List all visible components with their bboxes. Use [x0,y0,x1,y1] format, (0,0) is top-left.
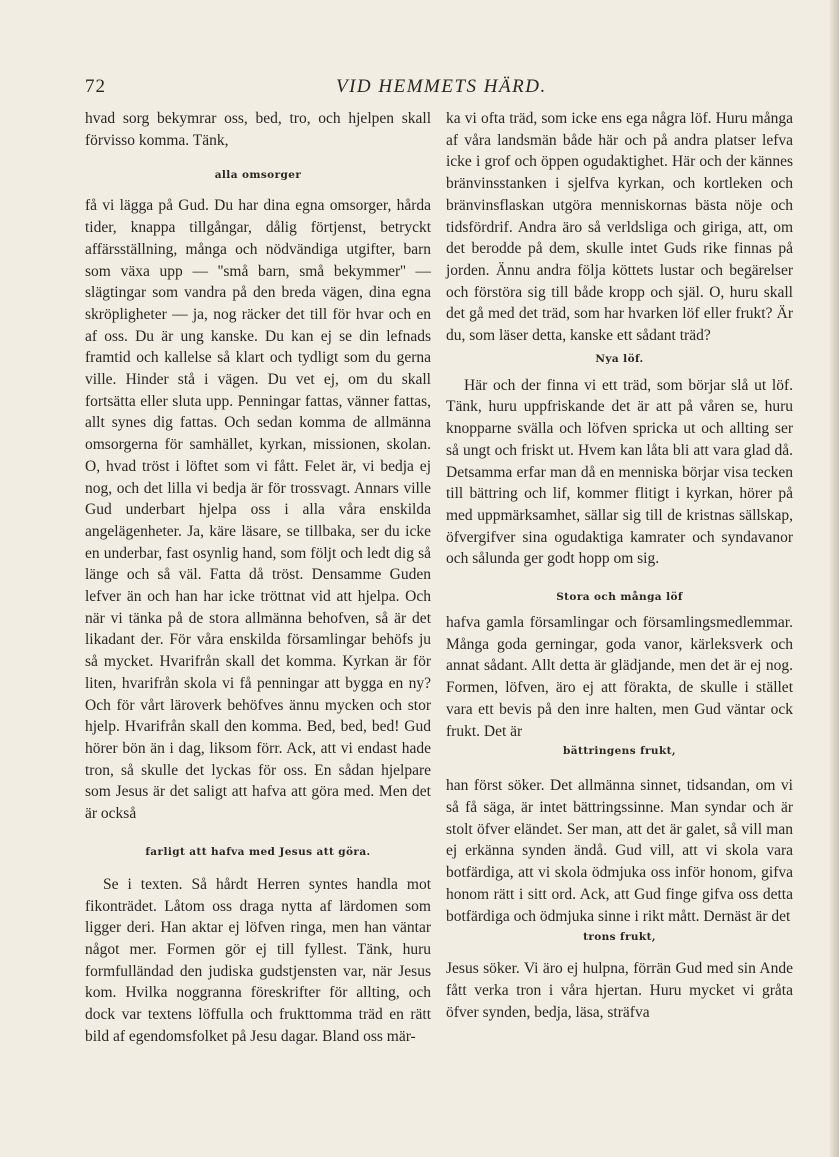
running-title: VID HEMMETS HÄRD. [336,76,547,97]
section-heading: trons frukt, [583,931,656,944]
page-header [0,76,839,102]
section-heading: Stora och många löf [556,591,683,604]
page-number: 72 [85,76,106,97]
paragraph: Jesus söker. Vi äro ej hulpna, förrän Gud med sin Ande fått verka tron i våra hjertan. Huru mycket vi gråta öfver synden, bedja, läsa, sträfva [446,960,793,1021]
section-heading: alla omsorger [214,169,302,182]
right-column [446,108,793,1023]
paragraph: få vi lägga på Gud. Du har dina egna omsorger, hårda tider, knappa tillgångar, dålig förtjenst, betryckt affärsställning, många och nödvändiga utgifter, barn som växa upp — ''små barn, små bekymmer'' — slägtingar som vandra på den breda vägen, dina egna skröpligheter — ja, nog räcker det till för hvar och en af oss. Du är ung kanske. Du kan ej se din lefnads framtid och kallelse så klart och tydligt som du gerna ville. Hinder stå i vägen. Du vet ej, om du skall fortsätta eller sluta upp. Penningar fattas, vänner fattas, allt synes dig fattas. Och sedan komma de allmänna omsorgerna för samhället, kyrkan, missionen, skolan. O, hvad tröst i löftet som vi fått. Felet är, vi bedja ej nog, och det lilla vi bedja är för trossvagt. Annars ville Gud underbart hjelpa oss i alla våra enskilda angelägenheter. Ja, käre läsare, se tillbaka, ser du icke en underbar, fast osynlig hand, som följt och ledt dig så länge och så väl. Fatta då tröst. Densamme Guden lefver än och han har icke tröttnat vid att hjelpa. Och när vi tänka på de stora allmänna behofven, så är det likadant der. För våra enskilda församlingar behöfs ju så mycket. Hvarifrån skall det komma. Kyrkan är för liten, hvarifrån skola vi få penningar att bygga en ny? Och för vårt läroverk behöfves ännu mycken och stor hjelp. Hvarifrån skall den komma. Bed, bed, bed! Gud hörer bön än i dag, liksom förr. Ack, att vi endast hade tron, så skulle det lyckas för oss. En sådan hjelpare som Jesus är det saligt att hafva att göra med. Men det är också [85,197,431,823]
paragraph: han först söker. Det allmänna sinnet, tidsandan, om vi så få säga, är intet bättringssinne. Man syndar och är stolt öfver eländet. Ser man, att det är galet, så vill man ej erkänna synden ändå. Gud vill, att vi skola vara botfärdiga, att vi skola ödmjuka oss inför honom, gifva honom rätt i sitt ord. Ack, att Gud finge gifva oss detta botfärdiga och ödmjuka sinne i rikt mått. Dernäst är det [446,777,793,925]
page-edge [830,0,839,1157]
paragraph: ka vi ofta träd, som icke ens ega några löf. Huru många af våra landsmän både här och på andra platser lefva icke i grof och öppen ogudaktighet. Här och der kännes bränvinsstanken i sjelfva kyrkan, och kortleken och bränvinsflaskan utgöra menniskornas bästa nöje och tidsfördrif. Andra äro så verldsliga och giriga, att, om det berodde på dem, skulle intet Guds rike finnas på jorden. Ännu andra följa köttets lustar och begärelser och förstöra sig till både kropp och själ. O, huru skall det gå med det träd, som har hvarken löf eller frukt? Är du, som läser detta, kanske ett sådant träd? [446,110,793,345]
paragraph: Här och der finna vi ett träd, som börjar slå ut löf. Tänk, huru uppfriskande det är att på våren se, huru knopparne svälla och löfven spricka ut och allting ser så ungt och friskt ut. Hvem kan låta bli att vara glad då. Detsamma erfar man då en menniska börjar visa tecken till bättring och lif, kommer flitigt i kyrkan, hörer på med uppmärksamhet, sällar sig till de kristnas sällskap, öfvergifver sina ogudaktiga kamrater och syndavanor och sålunda ger godt hopp om sig. [446,376,793,568]
section-heading: Nya löf. [595,352,644,365]
section-heading: farligt att hafva med Jesus att göra. [145,845,371,858]
section-heading: bättringens frukt, [563,745,676,758]
paragraph: hvad sorg bekymrar oss, bed, tro, och hjelpen skall förvisso komma. Tänk, [85,110,431,149]
paragraph: Se i texten. Så hårdt Herren syntes handla mot fikonträdet. Låtom oss draga nytta af lärdomen som ligger deri. Han aktar ej löfven ringa, men han väntar något mer. Formen gör ej till fyllest. Tänk, huru formfulländad den judiska gudstjensten var, när Jesus kom. Hvilka noggranna föreskrifter för allting, och dock var textens löffulla och frukttomma träd en rätt bild af egendomsfolket på Jesu dagar. Bland oss mär- [85,875,431,1045]
paragraph: hafva gamla församlingar och församlingsmedlemmar. Många goda gerningar, goda vanor, kärleksverk och annat sådant. Allt detta är glädjande, men det är ej nog. Formen, löfven, äro ej att förakta, de skulle i stället vara ett bevis på den inre halten, men Gud väntar ock frukt. Det är [446,614,793,740]
left-column [85,108,431,1047]
